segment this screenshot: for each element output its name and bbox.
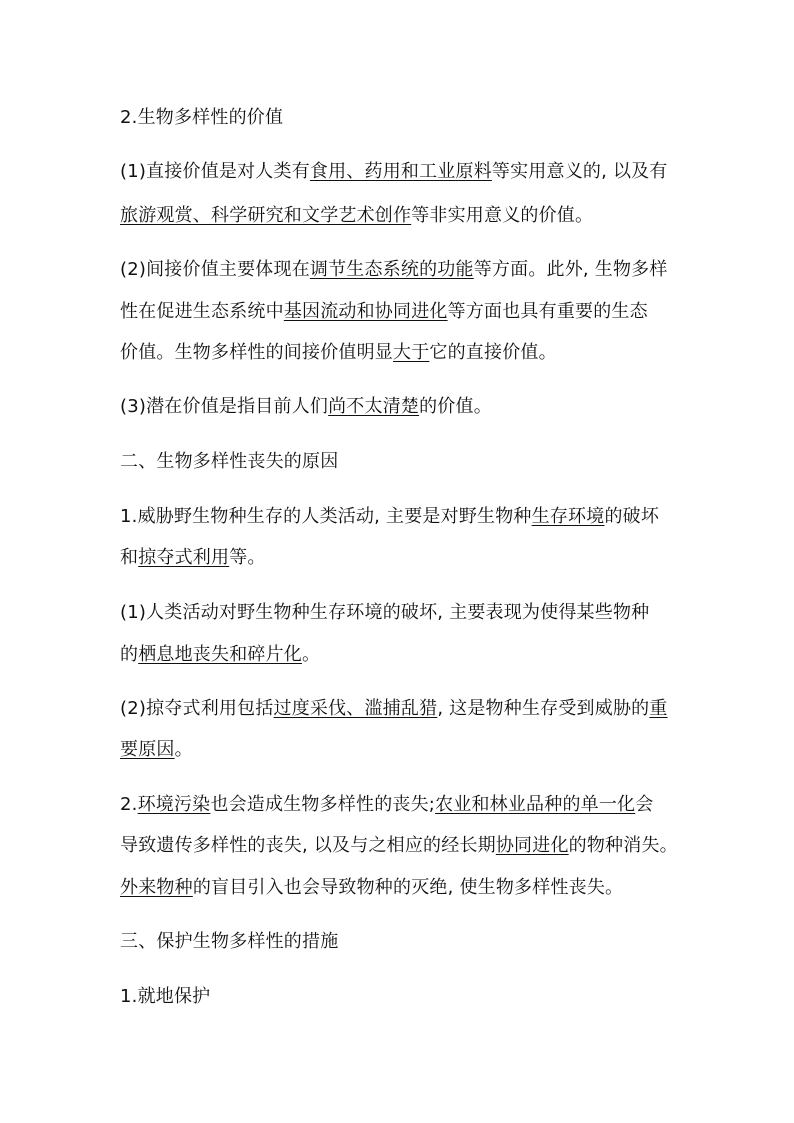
paragraph-line (120, 834, 720, 858)
paragraph-line (120, 258, 720, 282)
section-heading-causes (120, 450, 720, 474)
text-segment: 它的直接价值。 (429, 342, 557, 363)
text-segment: (2)间接价值主要体现在 (120, 259, 310, 280)
section-heading-measures (120, 930, 720, 954)
text-segment: 和 (120, 547, 139, 568)
underlined-keyword: 掠夺式利用 (138, 547, 230, 568)
text-segment: 等。 (229, 547, 266, 568)
underlined-keyword: 外来物种 (120, 877, 193, 898)
underlined-keyword: 旅游观赏、科学研究和文学艺术创作 (120, 205, 412, 226)
underlined-keyword: 栖息地丧失和碎片化 (138, 644, 303, 665)
text-segment: (2)掠夺式利用包括 (120, 698, 274, 719)
text-segment: 也会造成生物多样性的丧失; (210, 794, 436, 815)
text-segment: 的 (120, 644, 139, 665)
underlined-keyword: 农业和林业品种的单一化 (435, 794, 636, 815)
text-segment: 2.生物多样性的价值 (120, 107, 284, 128)
text-segment: 导致遗传多样性的丧失, 以及与之相应的经长期 (120, 835, 496, 856)
underlined-keyword: 调节生态系统的功能 (309, 259, 474, 280)
text-segment: 。 (174, 739, 193, 760)
text-segment: (3)潜在价值是指目前人们 (120, 396, 329, 417)
paragraph-line (120, 300, 720, 324)
text-segment: 。 (302, 644, 321, 665)
paragraph-line (120, 505, 720, 529)
underlined-keyword: 协同进化 (495, 835, 569, 856)
underlined-keyword: 生存环境 (531, 506, 605, 527)
paragraph-line (120, 546, 720, 570)
text-segment: , 这是物种生存受到威胁的 (437, 698, 650, 719)
underlined-keyword: 尚不太清楚 (328, 396, 420, 417)
underlined-keyword: 基因流动和协同进化 (283, 301, 448, 322)
subsection-heading (120, 985, 720, 1009)
paragraph-line (120, 395, 720, 419)
text-segment: 的破坏 (604, 506, 660, 527)
text-segment: 等实用意义的, 以及有 (491, 161, 668, 182)
text-segment: (1)直接价值是对人类有 (120, 161, 310, 182)
text-segment: 三、保护生物多样性的措施 (120, 931, 339, 952)
text-segment: 会 (635, 794, 654, 815)
paragraph-line (120, 876, 720, 900)
paragraph-line (120, 643, 720, 667)
text-segment: 等非实用意义的价值。 (411, 205, 594, 226)
text-segment: 的盲目引入也会导致物种的灭绝, 使生物多样性丧失。 (192, 877, 624, 898)
text-segment: 1.就地保护 (120, 986, 211, 1007)
underlined-keyword: 过度采伐、滥捕乱猎 (273, 698, 438, 719)
text-segment: 等方面也具有重要的生态 (447, 301, 648, 322)
section-heading-value (120, 106, 720, 130)
underlined-keyword: 重 (649, 698, 668, 719)
underlined-keyword: 要原因 (120, 739, 175, 760)
text-segment: 1.威胁野生物种生存的人类活动, 主要是对野生物种 (120, 506, 532, 527)
text-segment: 等方面。此外, 生物多样 (473, 259, 668, 280)
text-segment: (1)人类活动对野生物种生存环境的破坏, 主要表现为使得某些物种 (120, 602, 650, 623)
text-segment: 价值。生物多样性的间接价值明显 (120, 342, 393, 363)
underlined-keyword: 食用、药用和工业原料 (309, 161, 492, 182)
paragraph-line (120, 793, 720, 817)
text-segment: 性在促进生态系统中 (120, 301, 284, 322)
text-segment: 2. (120, 794, 138, 815)
paragraph-line (120, 204, 720, 228)
underlined-keyword: 环境污染 (137, 794, 211, 815)
underlined-keyword: 大于 (393, 342, 430, 363)
paragraph-line (120, 160, 720, 184)
paragraph-line (120, 697, 720, 721)
paragraph-line (120, 601, 720, 625)
text-segment: 的价值。 (419, 396, 492, 417)
text-segment: 的物种消失。 (568, 835, 678, 856)
text-segment: 二、生物多样性丧失的原因 (120, 451, 339, 472)
paragraph-line (120, 341, 720, 365)
paragraph-line (120, 738, 720, 762)
